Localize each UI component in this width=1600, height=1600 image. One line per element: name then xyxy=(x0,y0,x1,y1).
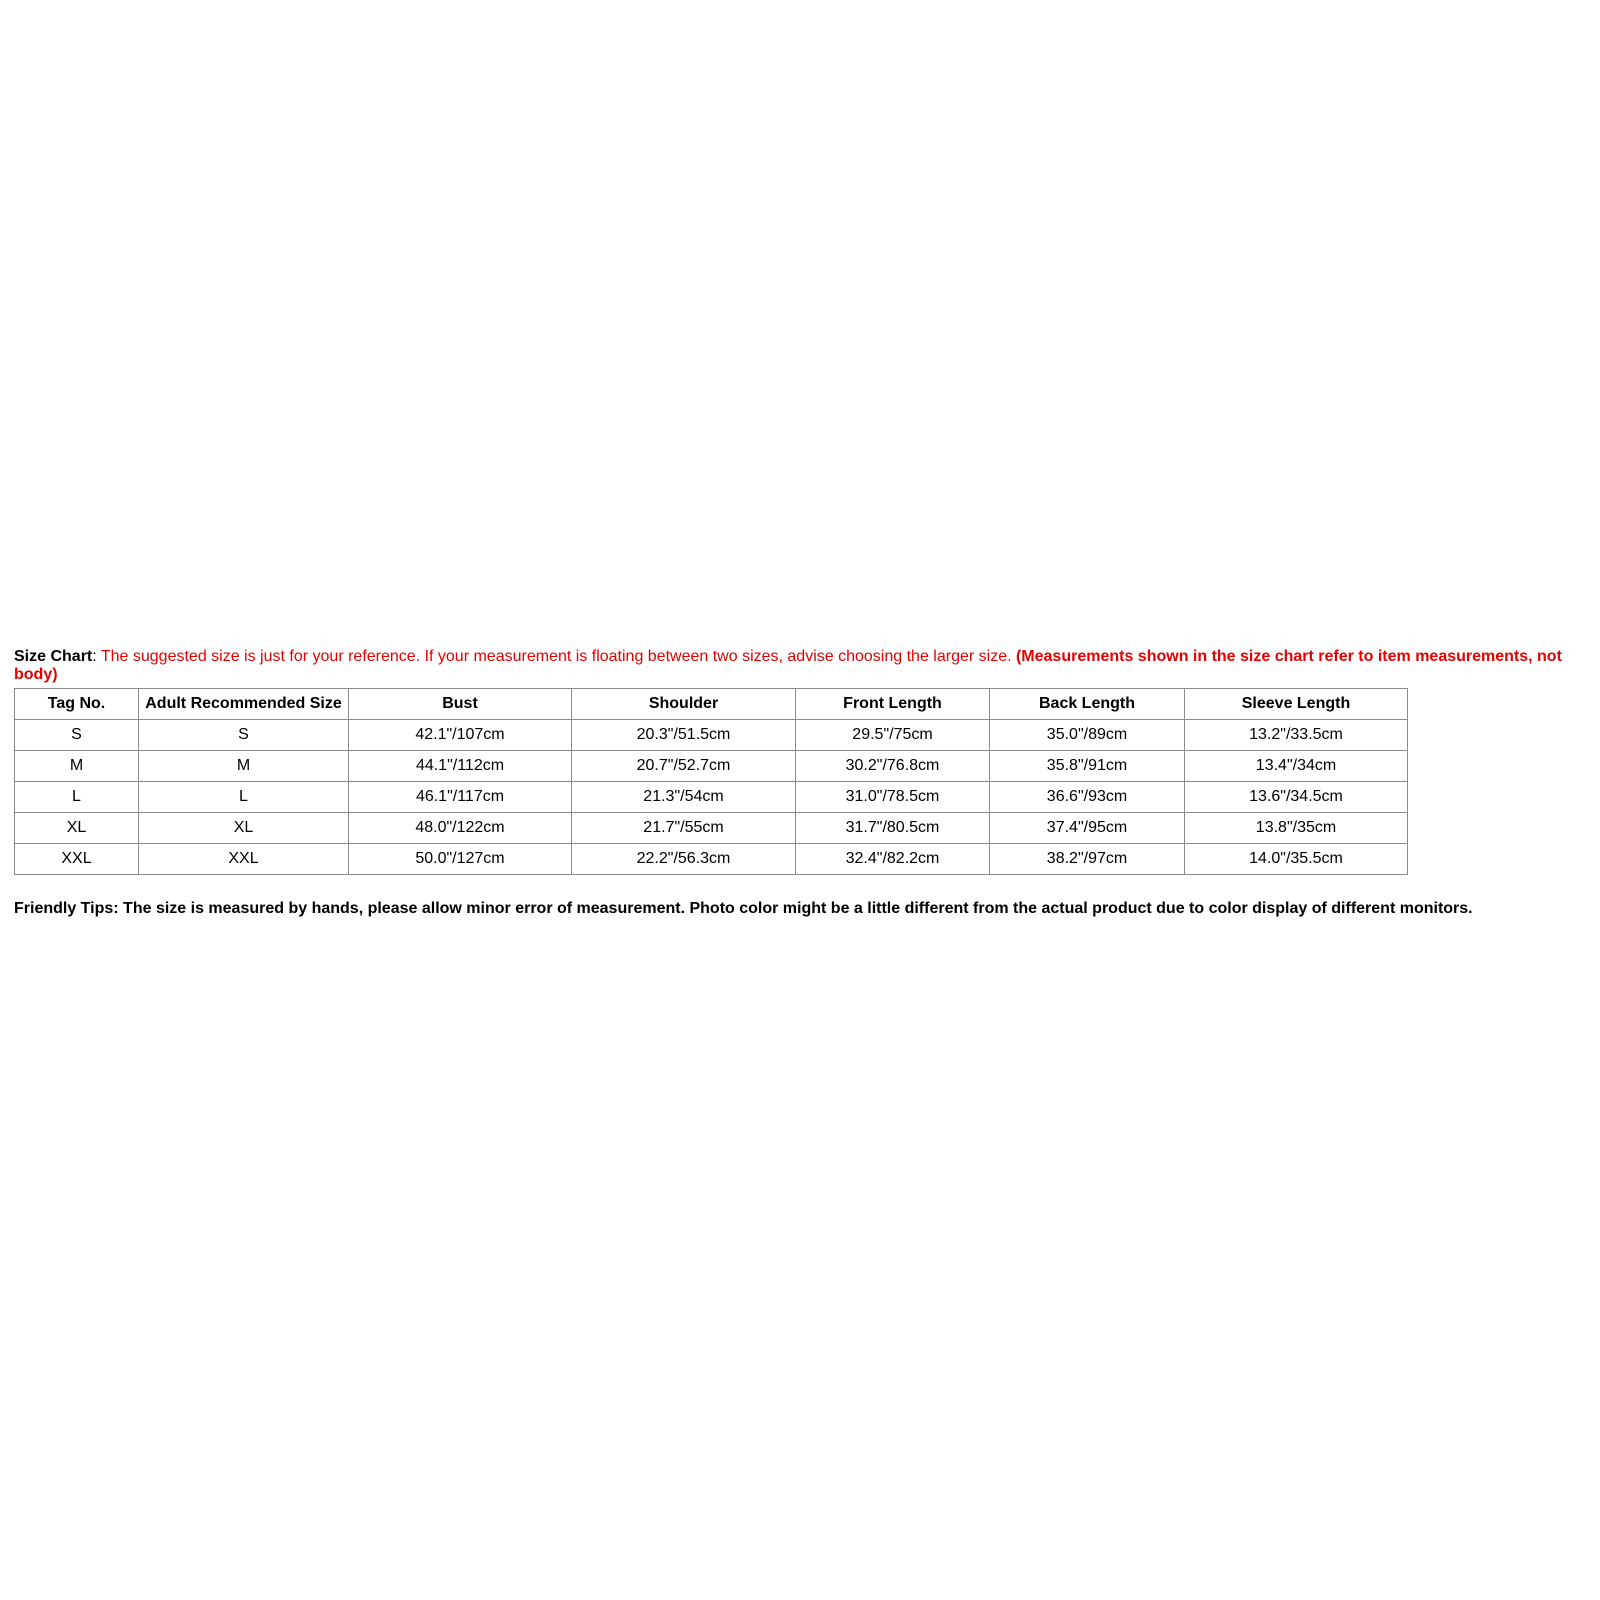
table-cell: 14.0"/35.5cm xyxy=(1185,844,1408,875)
table-cell: XL xyxy=(15,813,139,844)
header-front-length: Front Length xyxy=(796,689,990,720)
table-header-row xyxy=(15,689,1408,720)
table-cell: 13.6"/34.5cm xyxy=(1185,782,1408,813)
table-cell: S xyxy=(139,720,349,751)
table-cell: 35.0"/89cm xyxy=(990,720,1185,751)
table-cell: 21.7"/55cm xyxy=(572,813,796,844)
table-cell: 50.0"/127cm xyxy=(349,844,572,875)
size-reference-note: The suggested size is just for your reference. If your measurement is floating between two sizes, advise choosing the larger size. xyxy=(100,648,1012,665)
friendly-tips: Friendly Tips: The size is measured by hands, please allow minor error of measurement. Photo color might be a little different from the actual product due to color display of different monitors. xyxy=(14,900,1473,917)
table-cell: 22.2"/56.3cm xyxy=(572,844,796,875)
table-cell: XL xyxy=(139,813,349,844)
table-cell: M xyxy=(139,751,349,782)
table-cell: 31.7"/80.5cm xyxy=(796,813,990,844)
table-cell: 30.2"/76.8cm xyxy=(796,751,990,782)
table-row xyxy=(15,782,1408,813)
table-cell: 31.0"/78.5cm xyxy=(796,782,990,813)
size-chart-intro xyxy=(14,648,1588,684)
table-cell: 44.1"/112cm xyxy=(349,751,572,782)
table-cell: L xyxy=(139,782,349,813)
table-cell: L xyxy=(15,782,139,813)
table-cell: 21.3"/54cm xyxy=(572,782,796,813)
table-cell: 20.7"/52.7cm xyxy=(572,751,796,782)
header-shoulder: Shoulder xyxy=(572,689,796,720)
table-cell: 38.2"/97cm xyxy=(990,844,1185,875)
table-cell: 32.4"/82.2cm xyxy=(796,844,990,875)
table-cell: S xyxy=(15,720,139,751)
header-back-length: Back Length xyxy=(990,689,1185,720)
table-cell: XXL xyxy=(15,844,139,875)
measurement-note: (Measurements shown in the size chart refer to item measurements, not body) xyxy=(14,648,1562,683)
table-cell: 13.4"/34cm xyxy=(1185,751,1408,782)
header-bust: Bust xyxy=(349,689,572,720)
table-row xyxy=(15,720,1408,751)
table-cell: 46.1"/117cm xyxy=(349,782,572,813)
table-cell: 48.0"/122cm xyxy=(349,813,572,844)
table-cell: 37.4"/95cm xyxy=(990,813,1185,844)
table-cell: 13.2"/33.5cm xyxy=(1185,720,1408,751)
table-cell: M xyxy=(15,751,139,782)
table-cell: 13.8"/35cm xyxy=(1185,813,1408,844)
header-sleeve-length: Sleeve Length xyxy=(1185,689,1408,720)
table-row xyxy=(15,813,1408,844)
table-cell: 35.8"/91cm xyxy=(990,751,1185,782)
table-row xyxy=(15,844,1408,875)
table-row xyxy=(15,751,1408,782)
size-chart-label: Size Chart xyxy=(14,648,93,665)
header-tag-no: Tag No. xyxy=(15,689,139,720)
table-cell: 36.6"/93cm xyxy=(990,782,1185,813)
size-table xyxy=(14,688,1408,875)
table-cell: XXL xyxy=(139,844,349,875)
table-cell: 20.3"/51.5cm xyxy=(572,720,796,751)
size-chart-colon: : xyxy=(92,648,101,665)
table-cell: 29.5"/75cm xyxy=(796,720,990,751)
table-cell: 42.1"/107cm xyxy=(349,720,572,751)
header-adult-recommended-size: Adult Recommended Size xyxy=(139,689,349,720)
